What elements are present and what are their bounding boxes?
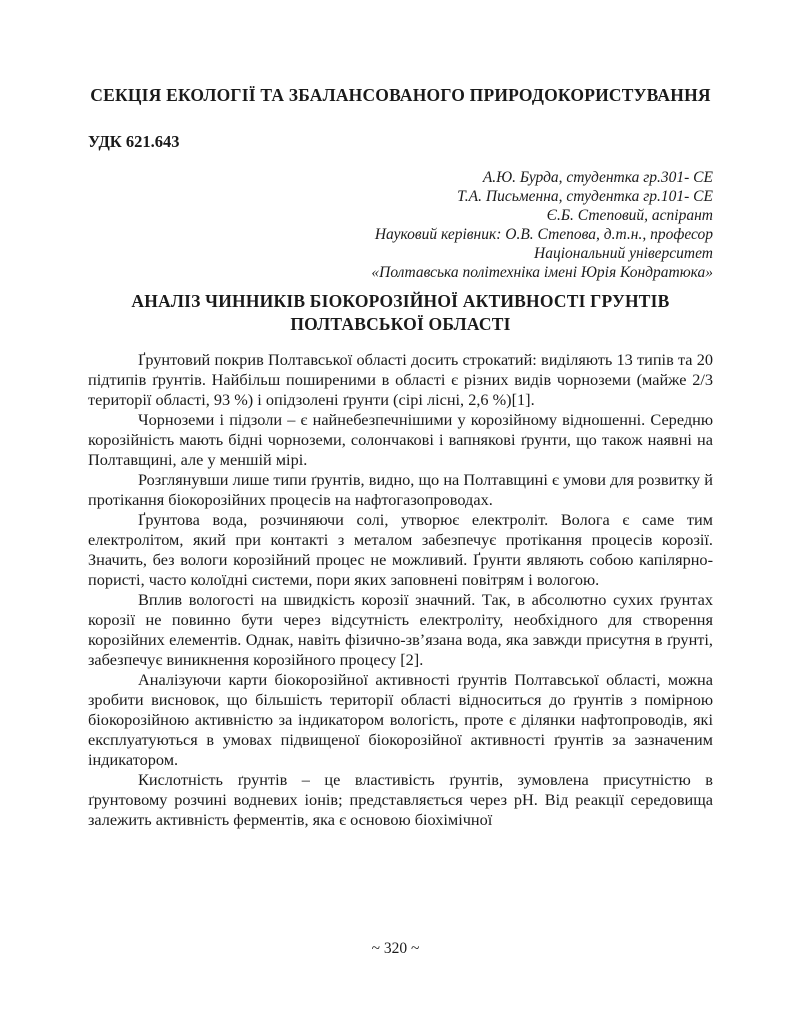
paragraph: Ґрунтова вода, розчиняючи солі, утворює електроліт. Волога є саме тим електролітом, який при контакті з металом забезпечує протікання процесів корозії. Значить, без вологи корозійний процес не можливий. Ґрунти являють собою капілярно-пористі, часто колоїдні системи, пори яких заповнені повітрям і вологою. <box>88 510 713 589</box>
udc-code: УДК 621.643 <box>88 132 180 151</box>
paragraph: Кислотність ґрунтів – це властивість ґрунтів, зумовлена присутністю в ґрунтовому розчині водневих іонів; представляється через pH. Від реакції середовища залежить активність ферментів, яка є основою біохімічної <box>88 770 713 829</box>
paragraph: Вплив вологості на швидкість корозії значний. Так, в абсолютно сухих ґрунтах корозії не повинно бути через відсутність електроліту, необхідного для створення корозійних елементів. Однак, навіть фізично-зв’язана вода, яка завжди присутня в ґрунті, забезпечує виникнення корозійного процесу [2]. <box>88 590 713 669</box>
article-body <box>88 350 713 830</box>
paragraph: Розглянувши лише типи ґрунтів, видно, що на Полтавщині є умови для розвитку й протікання біокорозійних процесів на нафтогазопроводах. <box>88 470 713 509</box>
author-block <box>88 168 713 282</box>
author-line: А.Ю. Бурда, студентка гр.301- СЕ <box>482 169 713 186</box>
author-line: Т.А. Письменна, студентка гр.101- СЕ <box>457 188 713 205</box>
supervisor-line: Науковий керівник: О.В. Степова, д.т.н., професор <box>374 226 713 243</box>
university-name-line: «Полтавська політехніка імені Юрія Кондратюка» <box>371 264 713 281</box>
section-heading: СЕКЦІЯ ЕКОЛОГІЇ ТА ЗБАЛАНСОВАНОГО ПРИРОДОКОРИСТУВАННЯ <box>90 85 711 105</box>
paragraph: Аналізуючи карти біокорозійної активності ґрунтів Полтавської області, можна зробити висновок, що більшість території області відноситься до ґрунтів з помірною біокорозійною активністю за індикатором вологість, проте є ділянки нафтопроводів, які експлуатуються в умовах підвищеної біокорозійної активності ґрунтів за зазначеним індикатором. <box>88 670 713 769</box>
paragraph: Чорноземи і підзоли – є найнебезпечнішими у корозійному відношенні. Середню корозійність мають бідні чорноземи, солончакові і вапнякові ґрунти, що також наявні на Полтавщині, але у меншій мірі. <box>88 410 713 469</box>
page-content <box>88 84 713 830</box>
page-number: ~ 320 ~ <box>371 940 420 957</box>
university-line: Національний університет <box>534 245 713 262</box>
author-line: Є.Б. Степовий, аспірант <box>546 207 713 224</box>
paragraph: Ґрунтовий покрив Полтавської області досить строкатий: виділяють 13 типів та 20 підтипів ґрунтів. Найбільш поширеними в області є різних видів чорноземи (майже 2/3 території області, 93 %) і опідзолені ґрунти (сірі лісні, 2,6 %)[1]. <box>88 350 713 409</box>
paper-title: АНАЛІЗ ЧИННИКІВ БІОКОРОЗІЙНОЇ АКТИВНОСТІ ГРУНТІВ ПОЛТАВСЬКОЇ ОБЛАСТІ <box>131 291 670 334</box>
